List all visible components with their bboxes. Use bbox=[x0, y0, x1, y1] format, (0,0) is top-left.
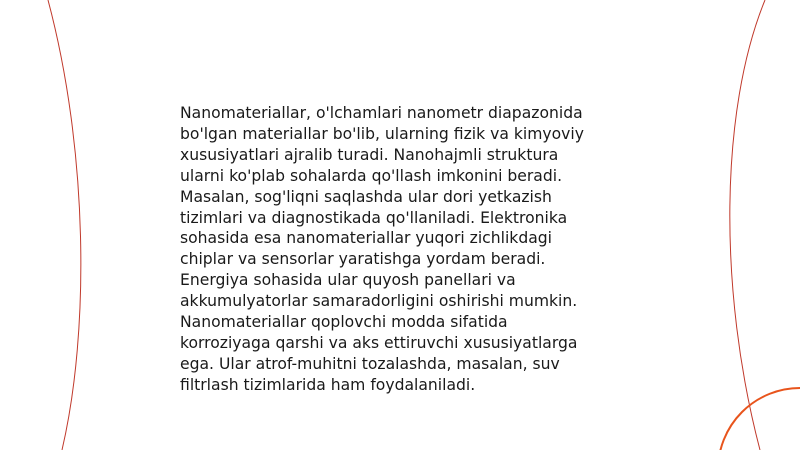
left-curve bbox=[48, 0, 81, 450]
right-curve bbox=[730, 0, 765, 450]
body-paragraph: Nanomateriallar, o'lchamlari nanometr diapazonida bo'lgan materiallar bo'lib, ularning fizik va kimyoviy xususiyatlari ajralib turadi. Nanohajmli struktura ularni ko'plab sohalarda qo'llash imkonini beradi. Masalan, sog'liqni saqlashda ular dori yetkazish tizimlari va diagnostikada qo'llaniladi. Elektronika sohasida esa nanomateriallar yuqori zichlikdagi chiplar va sensorlar yaratishga yordam beradi. Energiya sohasida ular quyosh panellari va akkumulyatorlar samaradorligini oshirishi mumkin. Nanomateriallar qoplovchi modda sifatida korroziyaga qarshi va aks ettiruvchi xususiyatlarga ega. Ular atrof-muhitni tozalashda, masalan, suv filtrlash tizimlarida ham foydalaniladi. bbox=[180, 104, 584, 394]
accent-arc bbox=[718, 388, 800, 450]
